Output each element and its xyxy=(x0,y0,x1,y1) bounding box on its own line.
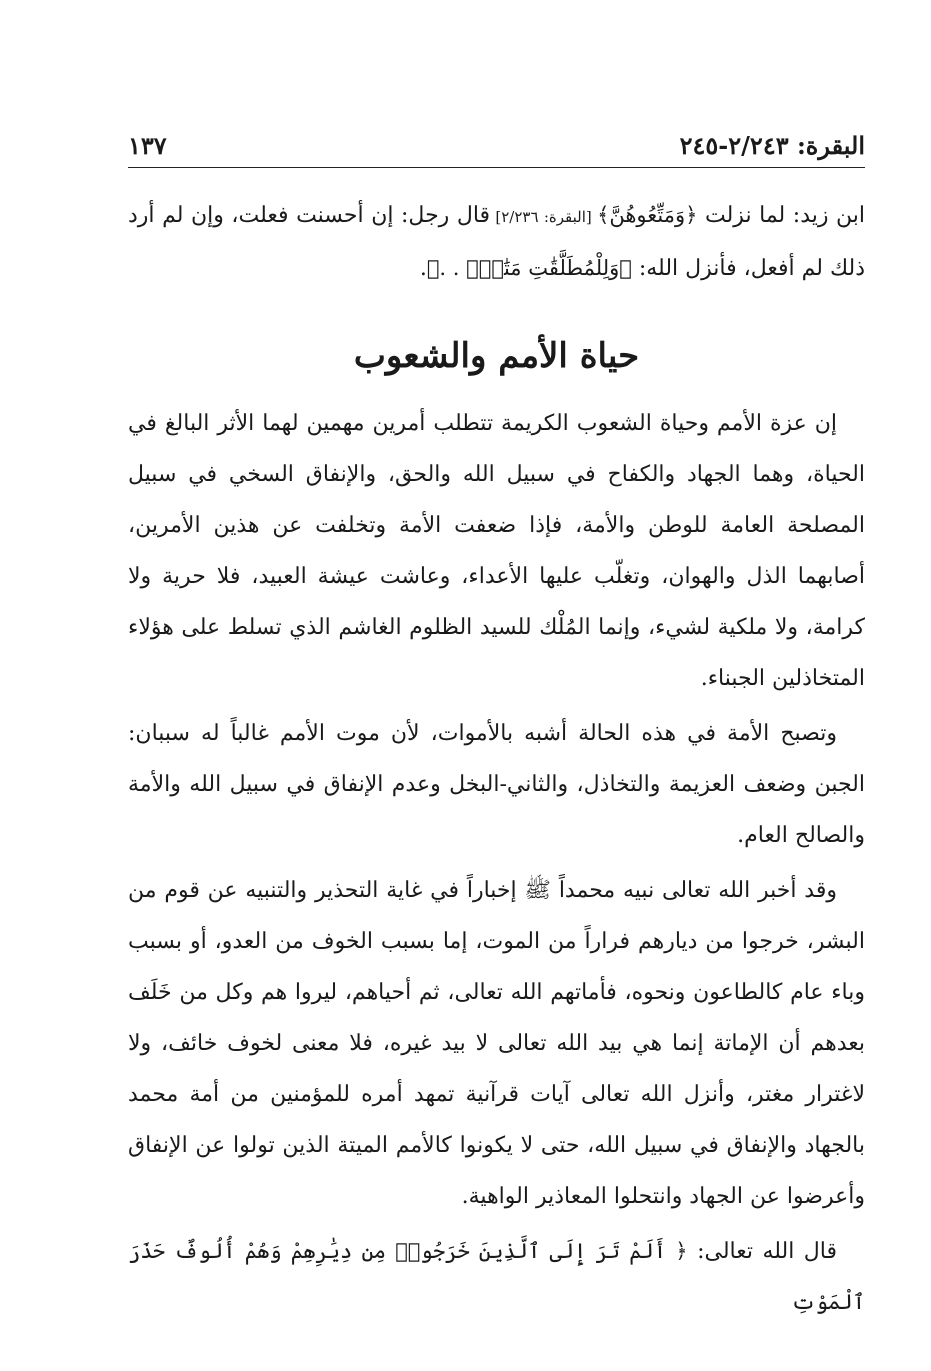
quran-quote-3: ﴿ أَلَمْ تَرَ إِلَى ٱلَّذِينَ خَرَجُوا۟ مِن دِيَٰرِهِمْ وَهُمْ أُلُوفٌ حَذَرَ ٱلْمَوْتِ xyxy=(128,1239,865,1314)
page-number: ١٣٧ xyxy=(128,131,167,160)
paragraph-1: إن عزة الأمم وحياة الشعوب الكريمة تتطلب أمرين مهمين لهما الأثر البالغ في الحياة، وهما الجهاد والكفاح في سبيل الله والحق، والإنفاق السخي في سبيل المصلحة العامة للوطن والأمة، فإذا ضعفت الأمة وتخلفت عن هذين الأمرين، أصابهما الذل والهوان، وتغلّب عليها الأعداء، وعاشت عيشة العبيد، فلا حرية ولا كرامة، ولا ملكية لشيء، وإنما المُلْك للسيد الظلوم الغاشم الذي تسلط على هؤلاء المتخاذلين الجبناء. xyxy=(128,411,865,691)
intro-text-2: قال رجل: إن أحسنت فعلت، وإن لم أرد ذلك لم أفعل، فأنزل الله: xyxy=(128,203,865,281)
intro-text-1: ابن زيد: لما نزلت xyxy=(697,203,866,228)
verse-intro-paragraph xyxy=(128,1226,865,1328)
page-header xyxy=(128,120,865,168)
verse-reference: [البقرة: ٢/٢٣٦] xyxy=(490,208,598,226)
paragraph-3: وقد أخبر الله تعالى نبيه محمداً ﷺ إخباراً في غاية التحذير والتنبيه عن قوم من البشر، خرجوا من ديارهم فراراً من الموت، إما بسبب الخوف من العدو، أو بسبب وباء عام كالطاعون ونحوه، فأماتهم الله تعالى، ثم أحياهم، ليروا هم وكل من خَلَف بعدهم أن الإماتة إنما هي بيد الله تعالى لا بيد غيره، فلا معنى لخوف خائف، ولا لاغترار مغتر، وأنزل الله تعالى آيات قرآنية تمهد أمره للمؤمنين من أمة محمد بالجهاد والإنفاق في سبيل الله، حتى لا يكونوا كالأمم الميتة الذين تولوا عن الإنفاق وأعرضوا عن الجهاد وانتحلوا المعاذير الواهية. xyxy=(128,878,865,1209)
intro-end: . xyxy=(419,256,427,281)
quran-quote-2: ﴿وَلِلْمُطَلَّقَٰتِ مَتَٰعٌۢ . .﴾ xyxy=(426,256,632,280)
intro-paragraph xyxy=(128,190,865,294)
verse-lead: قال الله تعالى: xyxy=(687,1239,837,1264)
page-body xyxy=(128,190,865,1328)
paragraph-2: وتصبح الأمة في هذه الحالة أشبه بالأموات، لأن موت الأمم غالباً له سببان: الجبن وضعف العزيمة والتخاذل، والثاني-البخل وعدم الإنفاق في سبيل الله والأمة والصالح العام. xyxy=(128,721,865,848)
running-head: البقرة: ٢/٢٤٣-٢٤٥ xyxy=(679,131,865,160)
section-title: حياة الأمم والشعوب xyxy=(353,336,640,376)
quran-quote-1: ﴿وَمَتِّعُوهُنَّ﴾ xyxy=(597,203,698,227)
